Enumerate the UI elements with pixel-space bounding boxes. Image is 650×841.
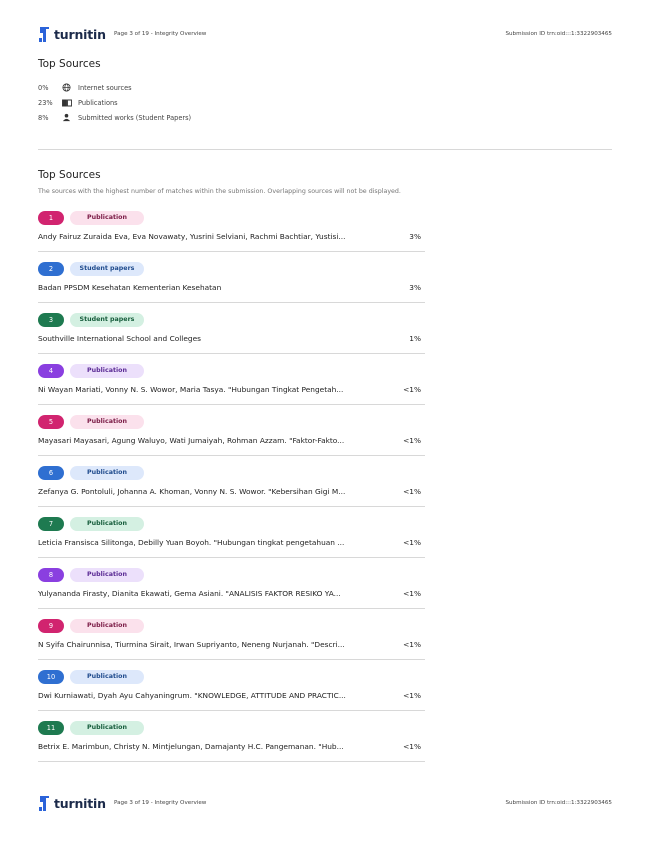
source-item[interactable]	[38, 464, 425, 515]
source-title[interactable]: N Syifa Chairunnisa, Tiurmina Sirait, Irwan Supriyanto, Neneng Nurjanah. "Descri...	[38, 639, 345, 649]
submission-id: Submission ID trn:oid:::1:3322903465	[505, 800, 612, 806]
page-header	[38, 24, 612, 44]
source-item[interactable]	[38, 719, 425, 770]
source-separator	[38, 353, 425, 354]
source-number-badge: 4	[38, 364, 64, 378]
summary-percent: 23%	[38, 98, 53, 107]
source-type-tag: Publication	[70, 721, 144, 735]
source-separator	[38, 761, 425, 762]
source-percent: 3%	[409, 231, 421, 241]
person-icon	[62, 113, 72, 122]
source-item[interactable]	[38, 413, 425, 464]
source-separator	[38, 455, 425, 456]
source-badges	[38, 311, 425, 328]
source-title[interactable]: Andy Fairuz Zuraida Eva, Eva Novawaty, Yusrini Selviani, Rachmi Bachtiar, Yustisi...	[38, 231, 346, 241]
source-title[interactable]: Dwi Kurniawati, Dyah Ayu Cahyaningrum. "KNOWLEDGE, ATTITUDE AND PRACTIC...	[38, 690, 346, 700]
top-sources-description: The sources with the highest number of matches within the submission. Overlapping sources will not be displayed.	[38, 188, 401, 195]
source-type-tag: Publication	[70, 466, 144, 480]
source-number-badge: 9	[38, 619, 64, 633]
source-item[interactable]	[38, 668, 425, 719]
source-type-tag: Student papers	[70, 262, 144, 276]
source-item[interactable]	[38, 566, 425, 617]
source-type-tag: Publication	[70, 211, 144, 225]
source-number-badge: 7	[38, 517, 64, 531]
logo-text: turnitin	[54, 26, 106, 42]
source-percent: <1%	[403, 588, 421, 598]
source-number-badge: 8	[38, 568, 64, 582]
turnitin-logo	[38, 26, 114, 43]
source-title[interactable]: Betrix E. Marimbun, Christy N. Mintjelungan, Damajanty H.C. Pangemanan. "Hub...	[38, 741, 344, 751]
source-item[interactable]	[38, 362, 425, 413]
source-badges	[38, 464, 425, 481]
source-number-badge: 11	[38, 721, 64, 735]
source-line	[38, 685, 425, 705]
source-item[interactable]	[38, 617, 425, 668]
source-number-badge: 2	[38, 262, 64, 276]
globe-icon	[62, 83, 72, 92]
source-number-badge: 3	[38, 313, 64, 327]
source-percent: <1%	[403, 639, 421, 649]
source-line	[38, 583, 425, 603]
source-title[interactable]: Badan PPSDM Kesehatan Kementerian Kesehatan	[38, 282, 222, 292]
submission-id: Submission ID trn:oid:::1:3322903465	[505, 31, 612, 37]
source-item[interactable]	[38, 260, 425, 311]
turnitin-logo	[38, 795, 114, 812]
source-type-tag: Student papers	[70, 313, 144, 327]
turnitin-logo-icon	[38, 26, 51, 43]
source-type-tag: Publication	[70, 364, 144, 378]
source-type-tag: Publication	[70, 517, 144, 531]
summary-list	[38, 80, 191, 125]
source-title[interactable]: Ni Wayan Mariati, Vonny N. S. Wowor, Maria Tasya. "Hubungan Tingkat Pengetah...	[38, 384, 344, 394]
source-list	[38, 209, 425, 770]
source-number-badge: 5	[38, 415, 64, 429]
source-item[interactable]	[38, 515, 425, 566]
source-badges	[38, 413, 425, 430]
source-percent: 3%	[409, 282, 421, 292]
summary-label: Submitted works (Student Papers)	[78, 113, 192, 122]
summary-percent: 8%	[38, 113, 49, 122]
source-title[interactable]: Yulyananda Firasty, Dianita Ekawati, Gema Asiani. "ANALISIS FAKTOR RESIKO YA...	[38, 588, 341, 598]
source-separator	[38, 302, 425, 303]
summary-row-internet	[38, 80, 191, 95]
source-badges	[38, 209, 425, 226]
source-separator	[38, 710, 425, 711]
source-type-tag: Publication	[70, 568, 144, 582]
summary-percent: 0%	[38, 83, 49, 92]
source-line	[38, 277, 425, 297]
page-info: Page 3 of 19 - Integrity Overview	[114, 800, 207, 806]
section-divider	[38, 149, 612, 150]
source-percent: <1%	[403, 486, 421, 496]
source-number-badge: 6	[38, 466, 64, 480]
source-separator	[38, 659, 425, 660]
source-separator	[38, 506, 425, 507]
source-item[interactable]	[38, 311, 425, 362]
source-line	[38, 532, 425, 552]
source-line	[38, 328, 425, 348]
source-badges	[38, 260, 425, 277]
summary-label: Publications	[78, 98, 118, 107]
source-title[interactable]: Zefanya G. Pontoluli, Johanna A. Khoman, Vonny N. S. Wowor. "Kebersihan Gigi M...	[38, 486, 346, 496]
page-footer	[38, 793, 612, 813]
source-separator	[38, 608, 425, 609]
source-separator	[38, 404, 425, 405]
source-title[interactable]: Mayasari Mayasari, Agung Waluyo, Wati Jumaiyah, Rohman Azzam. "Faktor-Fakto...	[38, 435, 345, 445]
turnitin-logo-icon	[38, 795, 51, 812]
source-separator	[38, 251, 425, 252]
logo-text: turnitin	[54, 795, 106, 811]
summary-title: Top Sources	[38, 58, 101, 70]
summary-row-submitted	[38, 110, 191, 125]
source-line	[38, 481, 425, 501]
source-type-tag: Publication	[70, 619, 144, 633]
source-item[interactable]	[38, 209, 425, 260]
source-line	[38, 634, 425, 654]
source-badges	[38, 668, 425, 685]
source-percent: 1%	[409, 333, 421, 343]
source-line	[38, 430, 425, 450]
source-badges	[38, 515, 425, 532]
source-percent: <1%	[403, 741, 421, 751]
source-title[interactable]: Leticia Fransisca Silitonga, Debilly Yuan Boyoh. "Hubungan tingkat pengetahuan ...	[38, 537, 345, 547]
source-badges	[38, 362, 425, 379]
top-sources-title: Top Sources	[38, 169, 101, 181]
page-info: Page 3 of 19 - Integrity Overview	[114, 31, 207, 37]
source-line	[38, 379, 425, 399]
source-percent: <1%	[403, 690, 421, 700]
source-number-badge: 1	[38, 211, 64, 225]
source-number-badge: 10	[38, 670, 64, 684]
source-percent: <1%	[403, 384, 421, 394]
source-line	[38, 226, 425, 246]
source-percent: <1%	[403, 435, 421, 445]
source-line	[38, 736, 425, 756]
source-percent: <1%	[403, 537, 421, 547]
source-badges	[38, 719, 425, 736]
source-badges	[38, 566, 425, 583]
book-icon	[62, 99, 72, 107]
summary-label: Internet sources	[78, 83, 132, 92]
source-title[interactable]: Southville International School and Colleges	[38, 333, 201, 343]
source-type-tag: Publication	[70, 415, 144, 429]
source-badges	[38, 617, 425, 634]
source-type-tag: Publication	[70, 670, 144, 684]
source-separator	[38, 557, 425, 558]
summary-row-publications	[38, 95, 191, 110]
